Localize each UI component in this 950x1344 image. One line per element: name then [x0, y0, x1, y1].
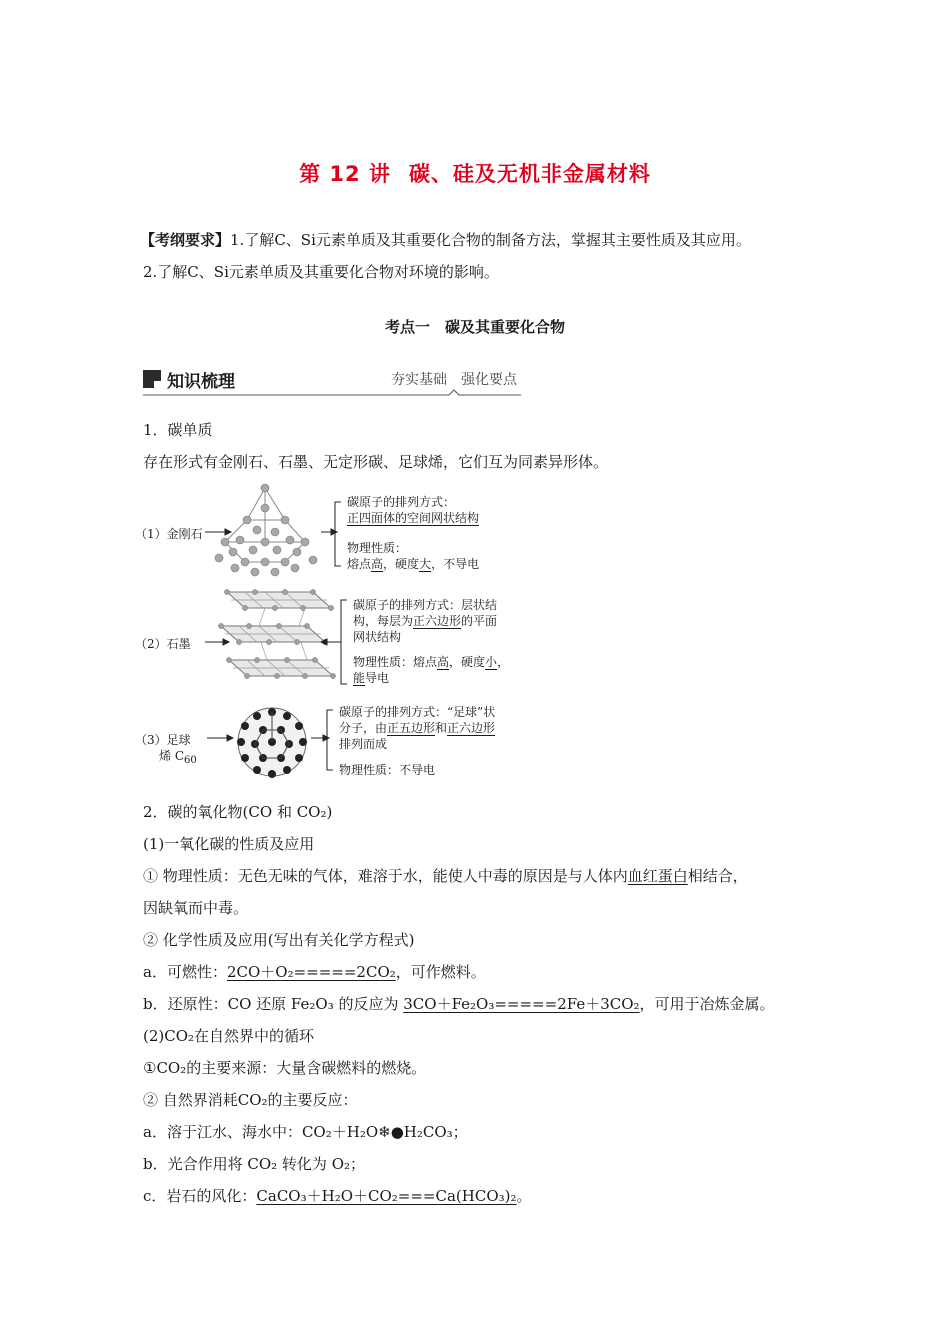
c60-label-line-1: （3）足球	[135, 733, 191, 747]
c60-arrangement-line-2: 分子，由正五边形和正六边形	[339, 721, 496, 735]
co-combustion: a．可燃性：2CO＋O₂=====2CO₂，可作燃料。	[143, 963, 486, 981]
knowledge-banner	[143, 364, 523, 398]
co2-reaction-c: c．岩石的风化：CaCO₃＋H₂O＋CO₂===Ca(HCO₃)₂。	[143, 1187, 532, 1205]
banner-subtitle: 夯实基础 强化要点	[391, 372, 517, 388]
c60-arrangement-line-1: 碳原子的排列方式：“足球”状	[339, 705, 496, 719]
section-title: 考点一 碳及其重要化合物	[384, 318, 565, 336]
co-subheading: (1)一氧化碳的性质及应用	[143, 835, 315, 853]
co2-reaction-b: b．光合作用将 CO₂ 转化为 O₂；	[143, 1155, 366, 1173]
c60-arrangement-line-3: 排列而成	[339, 737, 388, 751]
c60-label-line-2: 烯 $C_{60}$	[159, 749, 197, 766]
graphite-label: （2）石墨	[135, 637, 191, 651]
graphite-arrangement-line-3: 网状结构	[353, 630, 402, 644]
lesson-topic: 碳、硅及无机非金属材料	[408, 162, 651, 186]
part2-heading: 2．碳的氧化物(CO 和 CO₂)	[143, 803, 333, 821]
part1-intro: 存在形式有金刚石、石墨、无定形碳、足球烯，它们互为同素异形体。	[143, 453, 609, 471]
graphite-arrangement-line-2: 构，每层为正六边形的平面	[353, 614, 498, 628]
diamond-arrangement	[347, 494, 479, 526]
part1-heading: 1．碳单质	[143, 421, 213, 439]
diamond-structure-icon	[215, 484, 317, 576]
co-reduction: b．还原性：CO 还原 Fe₂O₃ 的反应为 3CO＋Fe₂O₃=====2Fe＋3CO₂，可用于冶炼金属。	[143, 995, 775, 1013]
banner-underline	[143, 364, 523, 398]
co-physical-properties: ① 物理性质：无色无味的气体，难溶于水，能使人中毒的原因是与人体内血红蛋白相结合，	[143, 867, 748, 885]
co-physical-properties-cont: 因缺氧而中毒。	[143, 899, 249, 917]
graphite-arrangement-line-1: 碳原子的排列方式：层状结	[353, 598, 498, 612]
c60-properties: 物理性质：不导电	[339, 763, 436, 777]
graphite-properties	[353, 654, 509, 686]
co2-reaction-a: a．溶于江水、海水中：CO₂＋H₂O❄●H₂CO₃；	[143, 1123, 468, 1141]
co-chemical-properties: ② 化学性质及应用(写出有关化学方程式)	[143, 931, 415, 949]
lesson-number: 第 12 讲	[299, 162, 391, 186]
c60-arrangement	[339, 704, 495, 752]
c60-structure-icon	[237, 708, 307, 778]
graphite-arrangement	[353, 597, 497, 645]
requirements-line-2: 2.了解C、Si元素单质及其重要化合物对环境的影响。	[143, 263, 499, 281]
c60-label	[135, 732, 197, 769]
diamond-arrangement-title: 碳原子的排列方式：	[347, 495, 456, 509]
diamond-label: （1）金刚石	[135, 527, 203, 541]
graphite-properties-line-2: 能导电	[353, 671, 390, 685]
requirements-text-1: 1.了解C、Si元素单质及其重要化合物的制备方法，掌握其主要性质及其应用。	[230, 231, 751, 249]
graphite-properties-line-1: 物理性质：熔点高，硬度小，	[353, 655, 510, 669]
diamond-properties	[347, 540, 479, 572]
co2-cycle-subheading: (2)CO₂在自然界中的循环	[143, 1027, 315, 1045]
graphite-structure-icon	[218, 589, 335, 678]
diamond-arrangement-value: 正四面体的空间网状结构	[347, 511, 480, 525]
diamond-properties-value: 熔点高，硬度大，不导电	[347, 557, 480, 571]
diamond-properties-title: 物理性质：	[347, 541, 408, 555]
banner-title: 知识梳理	[167, 372, 235, 392]
requirements-line-1	[140, 230, 751, 250]
co2-consumption: ② 自然界消耗CO₂的主要反应：	[143, 1091, 358, 1109]
carbon-allotropes-figure	[135, 480, 515, 780]
page-title	[0, 158, 950, 188]
co2-sources: ①CO₂的主要来源：大量含碳燃料的燃烧。	[143, 1059, 427, 1077]
requirements-label: 【考纲要求】	[140, 231, 231, 249]
